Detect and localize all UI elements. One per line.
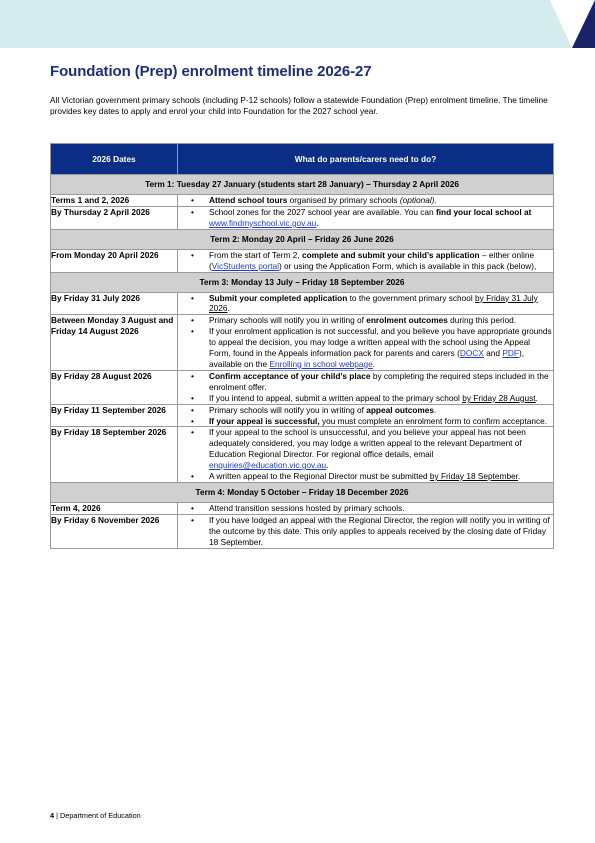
term-heading-row — [51, 229, 554, 249]
row-date: Terms 1 and 2, 2026 — [51, 195, 178, 207]
row-actions — [178, 292, 554, 315]
list-item: • If your appeal is successful, you must complete an enrolment form to confirm acceptance. — [178, 416, 553, 427]
docx-link[interactable]: DOCX — [459, 348, 484, 359]
table-row — [51, 404, 554, 427]
findmyschool-link[interactable]: www.findmyschool.vic.gov.au — [209, 217, 317, 228]
row-date: By Thursday 2 April 2026 — [51, 206, 178, 229]
table-row — [51, 370, 554, 404]
table-row — [51, 514, 554, 548]
row-actions — [178, 249, 554, 272]
term-heading-row — [51, 175, 554, 195]
list-item: • If your appeal to the school is unsuccessful, and you believe your appeal has not been adequately considered, you may lodge a written appeal to the relevant Department of Education Regional Director. For regional office details, email enquiries@education.vic.gov.au. — [178, 427, 553, 471]
table-row — [51, 315, 554, 371]
row-date: By Friday 28 August 2026 — [51, 370, 178, 404]
term4-heading: Term 4: Monday 5 October – Friday 18 December 2026 — [51, 482, 554, 502]
term-heading-row — [51, 272, 554, 292]
list-item: • Attend transition sessions hosted by primary schools. — [178, 503, 553, 514]
row-date: By Friday 6 November 2026 — [51, 514, 178, 548]
row-date: By Friday 18 September 2026 — [51, 427, 178, 483]
list-item: • A written appeal to the Regional Director must be submitted by Friday 18 September. — [178, 471, 553, 482]
table-row — [51, 195, 554, 207]
list-item: • Primary schools will notify you in writing of appeal outcomes. — [178, 405, 553, 416]
term-heading-row — [51, 482, 554, 502]
row-date: From Monday 20 April 2026 — [51, 249, 178, 272]
row-actions — [178, 195, 554, 207]
table-row — [51, 502, 554, 514]
enrolling-in-school-link[interactable]: Enrolling in school webpage — [269, 358, 373, 369]
row-actions — [178, 206, 554, 229]
row-date: Term 4, 2026 — [51, 502, 178, 514]
enquiries-email-link[interactable]: enquiries@education.vic.gov.au — [209, 460, 327, 471]
term2-heading: Term 2: Monday 20 April – Friday 26 June 2026 — [51, 229, 554, 249]
table-row — [51, 249, 554, 272]
page-number: 4 — [50, 811, 55, 820]
footer-separator: | — [54, 811, 61, 820]
table-row — [51, 427, 554, 483]
list-item: • Confirm acceptance of your child’s place by completing the required steps included in the enrolment offer. — [178, 371, 553, 393]
list-item: • School zones for the 2027 school year are available. You can find your local school at www.findmyschool.vic.gov.au. — [178, 207, 553, 229]
row-date: By Friday 31 July 2026 — [51, 292, 178, 315]
row-date: By Friday 11 September 2026 — [51, 404, 178, 427]
pdf-link[interactable]: PDF — [502, 348, 519, 359]
term1-heading: Term 1: Tuesday 27 January (students start 28 January) – Thursday 2 April 2026 — [51, 175, 554, 195]
row-actions — [178, 427, 554, 483]
header-banner — [0, 0, 595, 48]
row-actions — [178, 315, 554, 371]
list-item: • Submit your completed application to the government primary school by Friday 31 July 2026. — [178, 293, 553, 315]
table-header-row — [51, 144, 554, 175]
vicstudents-portal-link[interactable]: VicStudents portal — [211, 260, 279, 271]
table-row — [51, 292, 554, 315]
enrolment-timeline-table — [50, 143, 554, 549]
table-row — [51, 206, 554, 229]
list-item: • From the start of Term 2, complete and submit your child’s application – either online (VicStudents portal) or using the Application Form, which is available in this pack (below), — [178, 250, 553, 272]
list-item: • If you intend to appeal, submit a written appeal to the primary school by Friday 28 August. — [178, 393, 553, 404]
row-actions — [178, 370, 554, 404]
list-item: • Primary schools will notify you in writing of enrolment outcomes during this period. — [178, 315, 553, 326]
row-actions — [178, 404, 554, 427]
footer-department: Department of Education — [60, 811, 141, 820]
row-date: Between Monday 3 August and Friday 14 August 2026 — [51, 315, 178, 371]
list-item: • Attend school tours organised by primary schools (optional). — [178, 195, 553, 206]
col-header-dates: 2026 Dates — [51, 144, 178, 175]
row-actions — [178, 514, 554, 548]
intro-paragraph: All Victorian government primary schools (including P-12 schools) follow a statewide Foundation (Prep) enrolment timeline. The timeline provides key dates to apply and enrol your child into Foundation for the 2027 school year. — [50, 95, 548, 116]
term3-heading: Term 3: Monday 13 July – Friday 18 September 2026 — [51, 272, 554, 292]
banner-accent-triangle — [572, 0, 595, 48]
list-item: • If you have lodged an appeal with the Regional Director, the region will notify you in writing of the outcome by this date. This only applies to appeals received by the closing date of Friday 18 September. — [178, 515, 553, 548]
banner-band-shape — [0, 0, 572, 48]
col-header-actions: What do parents/carers need to do? — [178, 144, 554, 175]
row-actions — [178, 502, 554, 514]
list-item: • If your enrolment application is not successful, and you believe you have appropriate grounds to appeal the decision, you may lodge a written appeal with the school using the Appeal Form, found in the Appeals information pack for parents and carers (DOCX and PDF), available on the Enrolling in school webpage. — [178, 326, 553, 370]
page-title: Foundation (Prep) enrolment timeline 2026-27 — [50, 63, 372, 80]
page-footer — [50, 811, 141, 820]
